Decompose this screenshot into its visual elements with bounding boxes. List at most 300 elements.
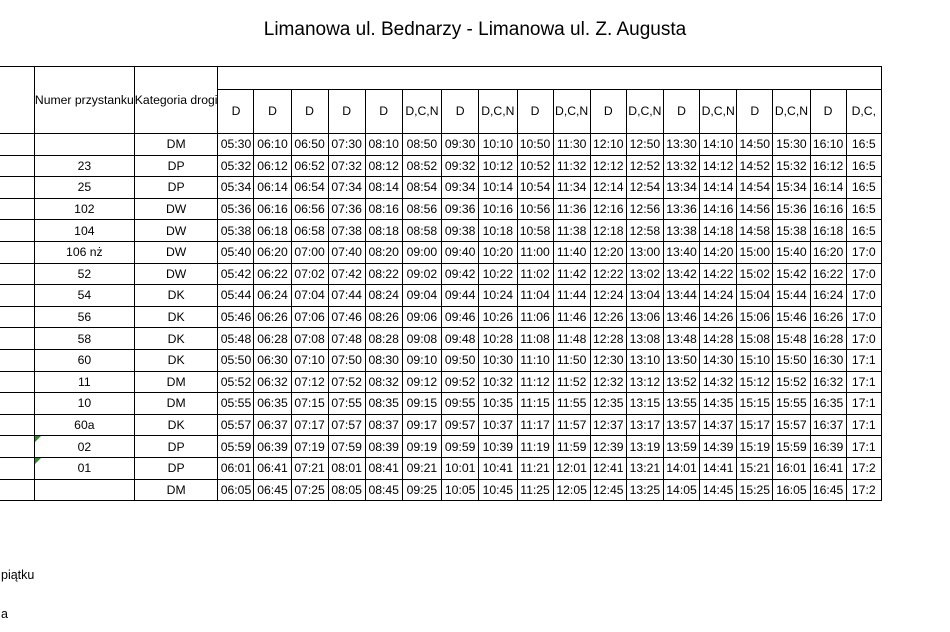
departure-time-cell: 14:05 (664, 479, 700, 501)
departure-time-cell: 10:52 (517, 155, 553, 177)
departure-time-cell: 09:57 (442, 414, 479, 436)
departure-time-cell: 14:24 (700, 285, 737, 307)
departure-time-cell: 10:16 (479, 198, 517, 220)
footnote-1: piątku (1, 568, 35, 582)
stop-number-cell: 54 (34, 285, 134, 307)
departure-time-cell: 10:58 (517, 220, 553, 242)
departure-time-cell: 05:44 (218, 285, 254, 307)
departure-time-cell: 17:0 (846, 328, 881, 350)
departure-time-cell: 05:57 (218, 414, 254, 436)
departure-time-cell: 08:58 (402, 220, 441, 242)
departure-time-cell: 12:41 (590, 457, 626, 479)
departure-time-cell: 11:10 (517, 349, 553, 371)
departure-time-cell: 13:00 (626, 241, 663, 263)
departure-time-cell: 07:02 (291, 263, 328, 285)
departure-time-cell: 15:46 (773, 306, 810, 328)
departure-time-cell: 11:34 (553, 177, 590, 199)
departure-time-cell: 13:57 (664, 414, 700, 436)
departure-time-cell: 07:57 (328, 414, 365, 436)
departure-time-cell: 05:52 (218, 371, 254, 393)
departure-time-cell: 07:30 (328, 134, 365, 156)
departure-time-cell: 16:20 (810, 241, 846, 263)
table-row (0, 328, 882, 350)
departure-time-cell: 05:36 (218, 198, 254, 220)
departure-time-cell: 11:42 (553, 263, 590, 285)
departure-time-cell: 16:37 (810, 414, 846, 436)
departure-time-cell: 06:35 (254, 393, 291, 415)
departure-time-cell: 17:2 (846, 479, 881, 501)
day-code-header: D,C,N (626, 90, 663, 134)
day-code-header: D (664, 90, 700, 134)
departure-time-cell: 12:54 (626, 177, 663, 199)
departure-time-cell: 15:55 (773, 393, 810, 415)
departure-time-cell: 16:18 (810, 220, 846, 242)
departure-time-cell: 15:50 (773, 349, 810, 371)
day-code-header: D (254, 90, 291, 134)
header-road-category: Kategoria drogi (134, 67, 218, 134)
departure-time-cell: 14:45 (700, 479, 737, 501)
stop-name-cell (0, 263, 34, 285)
stop-number-cell: 52 (34, 263, 134, 285)
departure-time-cell: 09:48 (442, 328, 479, 350)
departure-time-cell: 08:41 (365, 457, 402, 479)
stop-name-cell (0, 134, 34, 156)
road-category-cell: DP (134, 177, 218, 199)
departure-time-cell: 14:01 (664, 457, 700, 479)
departure-time-cell: 07:06 (291, 306, 328, 328)
stop-name-cell (0, 328, 34, 350)
departure-time-cell: 14:28 (700, 328, 737, 350)
departure-time-cell: 09:59 (442, 436, 479, 458)
departure-time-cell: 06:58 (291, 220, 328, 242)
departure-time-cell: 06:26 (254, 306, 291, 328)
departure-time-cell: 08:12 (365, 155, 402, 177)
departure-time-cell: 09:30 (442, 134, 479, 156)
table-row (0, 198, 882, 220)
departure-time-cell: 16:16 (810, 198, 846, 220)
departure-time-cell: 12:30 (590, 349, 626, 371)
departure-time-cell: 12:24 (590, 285, 626, 307)
departure-time-cell: 13:25 (626, 479, 663, 501)
departure-time-cell: 12:58 (626, 220, 663, 242)
departure-time-cell: 12:56 (626, 198, 663, 220)
departure-time-cell: 09:08 (402, 328, 441, 350)
header-courses-group (218, 67, 882, 90)
departure-time-cell: 11:30 (553, 134, 590, 156)
road-category-cell: DP (134, 457, 218, 479)
departure-time-cell: 13:15 (626, 393, 663, 415)
departure-time-cell: 09:38 (442, 220, 479, 242)
departure-time-cell: 11:25 (517, 479, 553, 501)
table-row (0, 134, 882, 156)
departure-time-cell: 07:50 (328, 349, 365, 371)
departure-time-cell: 15:12 (737, 371, 773, 393)
departure-time-cell: 06:24 (254, 285, 291, 307)
departure-time-cell: 07:59 (328, 436, 365, 458)
departure-time-cell: 07:17 (291, 414, 328, 436)
departure-time-cell: 15:25 (737, 479, 773, 501)
departure-time-cell: 14:56 (737, 198, 773, 220)
departure-time-cell: 06:22 (254, 263, 291, 285)
departure-time-cell: 17:1 (846, 436, 881, 458)
departure-time-cell: 11:57 (553, 414, 590, 436)
departure-time-cell: 16:12 (810, 155, 846, 177)
stop-number-cell: 23 (34, 155, 134, 177)
road-category-cell: DM (134, 371, 218, 393)
departure-time-cell: 08:18 (365, 220, 402, 242)
stop-number-cell: 60 (34, 349, 134, 371)
departure-time-cell: 11:17 (517, 414, 553, 436)
departure-time-cell: 12:14 (590, 177, 626, 199)
departure-time-cell: 14:50 (737, 134, 773, 156)
stop-number-cell: 02 (34, 436, 134, 458)
departure-time-cell: 09:44 (442, 285, 479, 307)
departure-time-cell: 10:37 (479, 414, 517, 436)
departure-time-cell: 16:5 (846, 177, 881, 199)
departure-time-cell: 12:16 (590, 198, 626, 220)
stop-number-cell: 104 (34, 220, 134, 242)
departure-time-cell: 09:52 (442, 371, 479, 393)
departure-time-cell: 15:15 (737, 393, 773, 415)
departure-time-cell: 12:12 (590, 155, 626, 177)
table-row (0, 457, 882, 479)
departure-time-cell: 11:36 (553, 198, 590, 220)
day-code-header: D,C,N (700, 90, 737, 134)
departure-time-cell: 08:50 (402, 134, 441, 156)
stop-number-cell: 102 (34, 198, 134, 220)
departure-time-cell: 09:19 (402, 436, 441, 458)
departure-time-cell: 11:08 (517, 328, 553, 350)
departure-time-cell: 09:34 (442, 177, 479, 199)
departure-time-cell: 16:5 (846, 220, 881, 242)
departure-time-cell: 08:37 (365, 414, 402, 436)
departure-time-cell: 11:50 (553, 349, 590, 371)
departure-time-cell: 15:36 (773, 198, 810, 220)
departure-time-cell: 11:52 (553, 371, 590, 393)
departure-time-cell: 09:06 (402, 306, 441, 328)
stop-number-cell (34, 479, 134, 501)
departure-time-cell: 06:20 (254, 241, 291, 263)
departure-time-cell: 11:59 (553, 436, 590, 458)
departure-time-cell: 09:46 (442, 306, 479, 328)
departure-time-cell: 14:18 (700, 220, 737, 242)
departure-time-cell: 14:35 (700, 393, 737, 415)
road-category-cell: DP (134, 436, 218, 458)
timetable (0, 66, 882, 501)
departure-time-cell: 06:12 (254, 155, 291, 177)
departure-time-cell: 10:10 (479, 134, 517, 156)
road-category-cell: DK (134, 285, 218, 307)
departure-time-cell: 08:16 (365, 198, 402, 220)
road-category-cell: DW (134, 198, 218, 220)
stop-number-cell: 01 (34, 457, 134, 479)
departure-time-cell: 17:1 (846, 414, 881, 436)
day-code-header: D (218, 90, 254, 134)
departure-time-cell: 15:02 (737, 263, 773, 285)
day-code-header: D (517, 90, 553, 134)
departure-time-cell: 14:37 (700, 414, 737, 436)
table-row (0, 349, 882, 371)
departure-time-cell: 12:01 (553, 457, 590, 479)
departure-time-cell: 05:32 (218, 155, 254, 177)
departure-time-cell: 06:05 (218, 479, 254, 501)
departure-time-cell: 09:04 (402, 285, 441, 307)
table-row (0, 263, 882, 285)
departure-time-cell: 09:15 (402, 393, 441, 415)
departure-time-cell: 10:41 (479, 457, 517, 479)
departure-time-cell: 05:46 (218, 306, 254, 328)
departure-time-cell: 08:24 (365, 285, 402, 307)
departure-time-cell: 11:38 (553, 220, 590, 242)
departure-time-cell: 12:18 (590, 220, 626, 242)
departure-time-cell: 12:39 (590, 436, 626, 458)
road-category-cell: DM (134, 479, 218, 501)
header-row-top (0, 67, 882, 90)
departure-time-cell: 17:0 (846, 263, 881, 285)
departure-time-cell: 13:50 (664, 349, 700, 371)
departure-time-cell: 11:02 (517, 263, 553, 285)
departure-time-cell: 06:28 (254, 328, 291, 350)
departure-time-cell: 12:05 (553, 479, 590, 501)
departure-time-cell: 06:52 (291, 155, 328, 177)
departure-time-cell: 07:21 (291, 457, 328, 479)
departure-time-cell: 06:10 (254, 134, 291, 156)
departure-time-cell: 07:44 (328, 285, 365, 307)
departure-time-cell: 12:32 (590, 371, 626, 393)
departure-time-cell: 16:26 (810, 306, 846, 328)
departure-time-cell: 14:14 (700, 177, 737, 199)
table-row (0, 414, 882, 436)
road-category-cell: DM (134, 393, 218, 415)
departure-time-cell: 07:25 (291, 479, 328, 501)
departure-time-cell: 10:32 (479, 371, 517, 393)
departure-time-cell: 12:28 (590, 328, 626, 350)
departure-time-cell: 14:16 (700, 198, 737, 220)
stop-number-cell: 10 (34, 393, 134, 415)
table-row (0, 155, 882, 177)
departure-time-cell: 13:52 (664, 371, 700, 393)
departure-time-cell: 12:26 (590, 306, 626, 328)
departure-time-cell: 09:42 (442, 263, 479, 285)
departure-time-cell: 17:0 (846, 285, 881, 307)
departure-time-cell: 08:22 (365, 263, 402, 285)
departure-time-cell: 10:14 (479, 177, 517, 199)
departure-time-cell: 15:17 (737, 414, 773, 436)
departure-time-cell: 09:36 (442, 198, 479, 220)
stop-name-cell (0, 241, 34, 263)
departure-time-cell: 10:22 (479, 263, 517, 285)
departure-time-cell: 10:39 (479, 436, 517, 458)
table-row (0, 306, 882, 328)
departure-time-cell: 15:34 (773, 177, 810, 199)
departure-time-cell: 11:48 (553, 328, 590, 350)
stop-name-cell (0, 198, 34, 220)
departure-time-cell: 14:26 (700, 306, 737, 328)
departure-time-cell: 11:15 (517, 393, 553, 415)
departure-time-cell: 10:01 (442, 457, 479, 479)
departure-time-cell: 14:10 (700, 134, 737, 156)
departure-time-cell: 13:32 (664, 155, 700, 177)
departure-time-cell: 10:05 (442, 479, 479, 501)
departure-time-cell: 08:56 (402, 198, 441, 220)
departure-time-cell: 11:19 (517, 436, 553, 458)
departure-time-cell: 13:55 (664, 393, 700, 415)
departure-time-cell: 06:39 (254, 436, 291, 458)
departure-time-cell: 16:14 (810, 177, 846, 199)
day-code-header: D,C,N (479, 90, 517, 134)
departure-time-cell: 14:32 (700, 371, 737, 393)
departure-time-cell: 16:22 (810, 263, 846, 285)
departure-time-cell: 05:55 (218, 393, 254, 415)
departure-time-cell: 13:36 (664, 198, 700, 220)
departure-time-cell: 12:50 (626, 134, 663, 156)
departure-time-cell: 09:55 (442, 393, 479, 415)
departure-time-cell: 06:56 (291, 198, 328, 220)
departure-time-cell: 15:21 (737, 457, 773, 479)
departure-time-cell: 10:26 (479, 306, 517, 328)
departure-time-cell: 16:35 (810, 393, 846, 415)
departure-time-cell: 16:5 (846, 198, 881, 220)
departure-time-cell: 08:20 (365, 241, 402, 263)
departure-time-cell: 10:24 (479, 285, 517, 307)
departure-time-cell: 07:34 (328, 177, 365, 199)
header-stop-number: Numer przystanku (34, 67, 134, 134)
departure-time-cell: 16:10 (810, 134, 846, 156)
day-code-header: D,C,N (402, 90, 441, 134)
departure-time-cell: 10:28 (479, 328, 517, 350)
stop-name-cell (0, 371, 34, 393)
table-row (0, 285, 882, 307)
day-code-header: D (442, 90, 479, 134)
departure-time-cell: 16:01 (773, 457, 810, 479)
departure-time-cell: 16:5 (846, 155, 881, 177)
departure-time-cell: 13:34 (664, 177, 700, 199)
departure-time-cell: 16:45 (810, 479, 846, 501)
departure-time-cell: 13:10 (626, 349, 663, 371)
departure-time-cell: 15:57 (773, 414, 810, 436)
departure-time-cell: 08:45 (365, 479, 402, 501)
departure-time-cell: 06:01 (218, 457, 254, 479)
departure-time-cell: 14:22 (700, 263, 737, 285)
departure-time-cell: 09:25 (402, 479, 441, 501)
departure-time-cell: 08:39 (365, 436, 402, 458)
departure-time-cell: 12:52 (626, 155, 663, 177)
departure-time-cell: 07:46 (328, 306, 365, 328)
departure-time-cell: 06:45 (254, 479, 291, 501)
departure-time-cell: 15:06 (737, 306, 773, 328)
departure-time-cell: 09:02 (402, 263, 441, 285)
departure-time-cell: 13:04 (626, 285, 663, 307)
road-category-cell: DP (134, 155, 218, 177)
day-code-header: D (365, 90, 402, 134)
departure-time-cell: 16:41 (810, 457, 846, 479)
departure-time-cell: 15:42 (773, 263, 810, 285)
departure-time-cell: 13:42 (664, 263, 700, 285)
departure-time-cell: 13:44 (664, 285, 700, 307)
departure-time-cell: 07:10 (291, 349, 328, 371)
departure-time-cell: 09:50 (442, 349, 479, 371)
departure-time-cell: 10:56 (517, 198, 553, 220)
departure-time-cell: 05:34 (218, 177, 254, 199)
departure-time-cell: 08:52 (402, 155, 441, 177)
departure-time-cell: 12:20 (590, 241, 626, 263)
departure-time-cell: 17:1 (846, 393, 881, 415)
departure-time-cell: 10:50 (517, 134, 553, 156)
departure-time-cell: 13:38 (664, 220, 700, 242)
departure-time-cell: 17:1 (846, 349, 881, 371)
departure-time-cell: 11:00 (517, 241, 553, 263)
departure-time-cell: 14:54 (737, 177, 773, 199)
departure-time-cell: 09:21 (402, 457, 441, 479)
page-title: Limanowa ul. Bednarzy - Limanowa ul. Z. Augusta (263, 19, 687, 40)
departure-time-cell: 15:00 (737, 241, 773, 263)
stop-name-cell (0, 285, 34, 307)
departure-time-cell: 10:30 (479, 349, 517, 371)
departure-time-cell: 15:52 (773, 371, 810, 393)
departure-time-cell: 14:52 (737, 155, 773, 177)
departure-time-cell: 05:59 (218, 436, 254, 458)
departure-time-cell: 11:12 (517, 371, 553, 393)
stop-number-cell: 11 (34, 371, 134, 393)
departure-time-cell: 15:40 (773, 241, 810, 263)
departure-time-cell: 13:02 (626, 263, 663, 285)
departure-time-cell: 06:54 (291, 177, 328, 199)
departure-time-cell: 10:20 (479, 241, 517, 263)
departure-time-cell: 09:32 (442, 155, 479, 177)
departure-time-cell: 15:10 (737, 349, 773, 371)
departure-time-cell: 13:06 (626, 306, 663, 328)
departure-time-cell: 15:30 (773, 134, 810, 156)
departure-time-cell: 10:18 (479, 220, 517, 242)
table-row (0, 177, 882, 199)
departure-time-cell: 07:00 (291, 241, 328, 263)
departure-time-cell: 08:32 (365, 371, 402, 393)
stop-name-cell (0, 177, 34, 199)
departure-time-cell: 07:36 (328, 198, 365, 220)
departure-time-cell: 11:32 (553, 155, 590, 177)
day-code-header: D,C, (846, 90, 881, 134)
departure-time-cell: 08:01 (328, 457, 365, 479)
departure-time-cell: 09:10 (402, 349, 441, 371)
departure-time-cell: 16:32 (810, 371, 846, 393)
footnote-2: a (1, 607, 8, 621)
departure-time-cell: 07:55 (328, 393, 365, 415)
departure-time-cell: 09:17 (402, 414, 441, 436)
departure-time-cell: 06:16 (254, 198, 291, 220)
road-category-cell: DK (134, 306, 218, 328)
departure-time-cell: 17:0 (846, 306, 881, 328)
departure-time-cell: 05:48 (218, 328, 254, 350)
stop-number-cell: 60a (34, 414, 134, 436)
departure-time-cell: 07:40 (328, 241, 365, 263)
departure-time-cell: 08:54 (402, 177, 441, 199)
departure-time-cell: 14:20 (700, 241, 737, 263)
departure-time-cell: 12:35 (590, 393, 626, 415)
departure-time-cell: 06:41 (254, 457, 291, 479)
departure-time-cell: 13:19 (626, 436, 663, 458)
departure-time-cell: 11:44 (553, 285, 590, 307)
stop-name-cell (0, 349, 34, 371)
departure-time-cell: 16:39 (810, 436, 846, 458)
departure-time-cell: 13:17 (626, 414, 663, 436)
stop-name-cell (0, 155, 34, 177)
departure-time-cell: 06:50 (291, 134, 328, 156)
departure-time-cell: 14:12 (700, 155, 737, 177)
departure-time-cell: 07:12 (291, 371, 328, 393)
departure-time-cell: 14:39 (700, 436, 737, 458)
departure-time-cell: 10:54 (517, 177, 553, 199)
departure-time-cell: 07:38 (328, 220, 365, 242)
